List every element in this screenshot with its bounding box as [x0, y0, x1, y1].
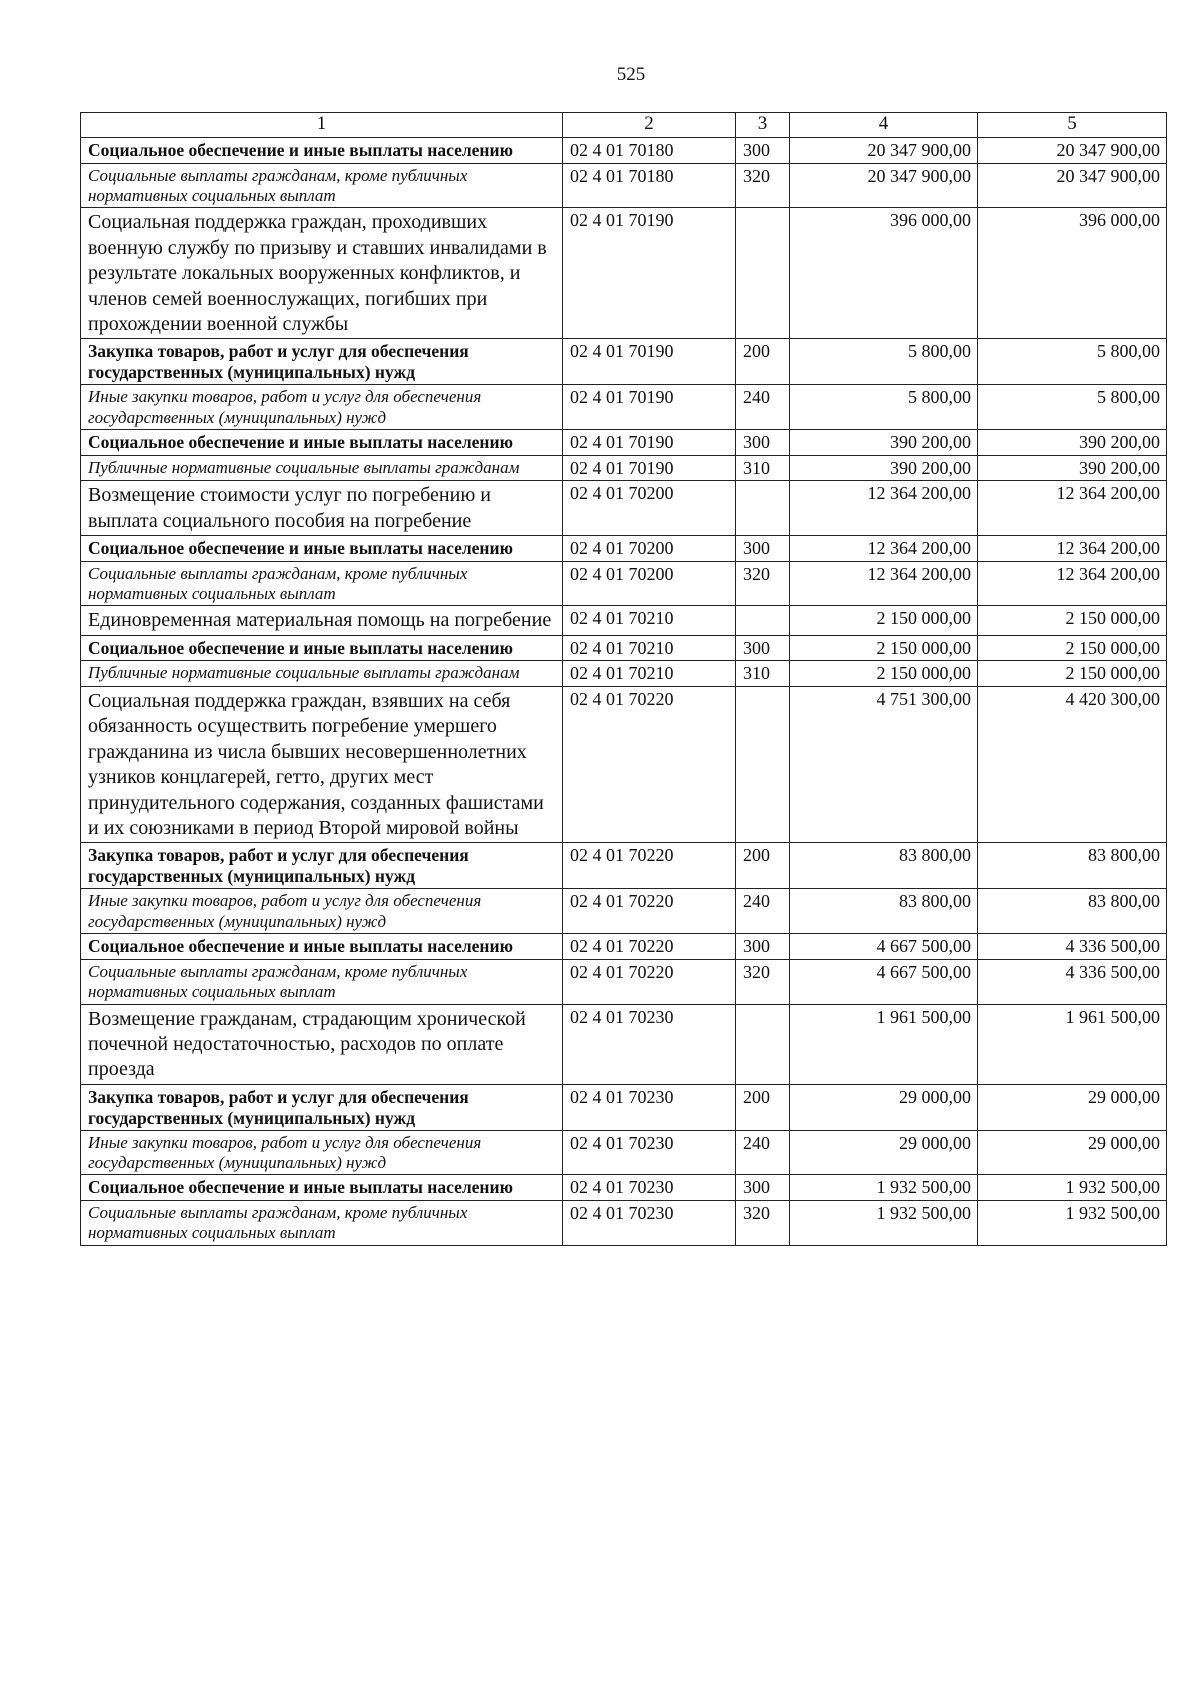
row-name-cell: Возмещение стоимости услуг по погребению и выплата социального пособия на погребение: [81, 481, 563, 536]
table-row: [81, 635, 1167, 661]
row-code-cell: 02 4 01 70220: [563, 889, 736, 934]
row-code-cell: 02 4 01 70230: [563, 1004, 736, 1084]
row-type-cell: [736, 481, 790, 536]
row-amount-2-cell: 83 800,00: [978, 889, 1167, 934]
row-amount-1-cell: 4 667 500,00: [790, 959, 978, 1004]
row-name-cell: Социальные выплаты гражданам, кроме публичных нормативных социальных выплат: [81, 163, 563, 208]
row-amount-2-cell: 390 200,00: [978, 430, 1167, 456]
table-row: [81, 163, 1167, 208]
row-name-cell: Публичные нормативные социальные выплаты гражданам: [81, 455, 563, 481]
row-type-cell: [736, 687, 790, 843]
row-code-cell: 02 4 01 70220: [563, 843, 736, 889]
row-amount-2-cell: 1 961 500,00: [978, 1004, 1167, 1084]
row-amount-2-cell: 396 000,00: [978, 208, 1167, 339]
row-name-cell: Социальное обеспечение и иные выплаты населению: [81, 635, 563, 661]
row-amount-1-cell: 5 800,00: [790, 339, 978, 385]
row-name-cell: Социальная поддержка граждан, проходивших военную службу по призыву и ставших инвалидами в результате локальных вооруженных конфликтов, и членов семей военнослужащих, погибших при прохождении военной службы: [81, 208, 563, 339]
row-type-cell: 300: [736, 138, 790, 164]
table-row: [81, 339, 1167, 385]
row-amount-1-cell: 12 364 200,00: [790, 481, 978, 536]
row-type-cell: 320: [736, 1201, 790, 1246]
row-code-cell: 02 4 01 70210: [563, 606, 736, 635]
row-code-cell: 02 4 01 70230: [563, 1175, 736, 1201]
row-amount-2-cell: 5 800,00: [978, 339, 1167, 385]
row-amount-2-cell: 12 364 200,00: [978, 536, 1167, 562]
row-name-cell: Иные закупки товаров, работ и услуг для обеспечения государственных (муниципальных) нужд: [81, 385, 563, 430]
row-amount-1-cell: 29 000,00: [790, 1130, 978, 1175]
row-code-cell: 02 4 01 70220: [563, 959, 736, 1004]
row-amount-2-cell: 2 150 000,00: [978, 606, 1167, 635]
row-code-cell: 02 4 01 70200: [563, 536, 736, 562]
row-type-cell: 300: [736, 934, 790, 960]
row-amount-1-cell: 83 800,00: [790, 843, 978, 889]
row-name-cell: Закупка товаров, работ и услуг для обеспечения государственных (муниципальных) нужд: [81, 843, 563, 889]
column-header: 3: [736, 113, 790, 138]
table-row: [81, 455, 1167, 481]
row-type-cell: 310: [736, 661, 790, 687]
row-amount-2-cell: 1 932 500,00: [978, 1175, 1167, 1201]
row-code-cell: 02 4 01 70200: [563, 561, 736, 606]
row-amount-2-cell: 5 800,00: [978, 385, 1167, 430]
row-amount-1-cell: 5 800,00: [790, 385, 978, 430]
table-row: [81, 208, 1167, 339]
row-name-cell: Социальное обеспечение и иные выплаты населению: [81, 1175, 563, 1201]
row-amount-1-cell: 396 000,00: [790, 208, 978, 339]
row-amount-2-cell: 12 364 200,00: [978, 481, 1167, 536]
table-row: [81, 385, 1167, 430]
row-name-cell: Социальная поддержка граждан, взявших на себя обязанность осуществить погребение умершего гражданина из числа бывших несовершеннолетних узников концлагерей, гетто, других мест принудительного содержания, созданных фашистами и их союзниками в период Второй мировой войны: [81, 687, 563, 843]
page-number: 525: [616, 64, 646, 85]
row-amount-2-cell: 390 200,00: [978, 455, 1167, 481]
row-amount-2-cell: 20 347 900,00: [978, 138, 1167, 164]
row-amount-2-cell: 4 336 500,00: [978, 959, 1167, 1004]
row-amount-1-cell: 1 961 500,00: [790, 1004, 978, 1084]
table-row: [81, 661, 1167, 687]
budget-table: [80, 112, 1167, 1246]
row-type-cell: 300: [736, 1175, 790, 1201]
row-amount-1-cell: 83 800,00: [790, 889, 978, 934]
row-code-cell: 02 4 01 70190: [563, 385, 736, 430]
row-type-cell: 200: [736, 1084, 790, 1130]
row-amount-1-cell: 4 667 500,00: [790, 934, 978, 960]
column-header: 5: [978, 113, 1167, 138]
row-name-cell: Публичные нормативные социальные выплаты гражданам: [81, 661, 563, 687]
row-amount-1-cell: 12 364 200,00: [790, 561, 978, 606]
table-row: [81, 1130, 1167, 1175]
table-row: [81, 843, 1167, 889]
row-amount-2-cell: 29 000,00: [978, 1130, 1167, 1175]
row-type-cell: 240: [736, 889, 790, 934]
row-amount-2-cell: 29 000,00: [978, 1084, 1167, 1130]
column-header: 4: [790, 113, 978, 138]
row-type-cell: 240: [736, 1130, 790, 1175]
row-amount-1-cell: 2 150 000,00: [790, 635, 978, 661]
row-amount-1-cell: 4 751 300,00: [790, 687, 978, 843]
row-amount-2-cell: 2 150 000,00: [978, 635, 1167, 661]
row-name-cell: Возмещение гражданам, страдающим хронической почечной недостаточностью, расходов по оплате проезда: [81, 1004, 563, 1084]
row-type-cell: [736, 1004, 790, 1084]
row-code-cell: 02 4 01 70190: [563, 208, 736, 339]
row-code-cell: 02 4 01 70180: [563, 138, 736, 164]
row-name-cell: Иные закупки товаров, работ и услуг для обеспечения государственных (муниципальных) нужд: [81, 1130, 563, 1175]
row-amount-1-cell: 390 200,00: [790, 455, 978, 481]
row-code-cell: 02 4 01 70180: [563, 163, 736, 208]
row-type-cell: 300: [736, 430, 790, 456]
row-code-cell: 02 4 01 70190: [563, 339, 736, 385]
row-name-cell: Социальные выплаты гражданам, кроме публичных нормативных социальных выплат: [81, 1201, 563, 1246]
row-type-cell: 300: [736, 635, 790, 661]
column-header: 1: [81, 113, 563, 138]
row-name-cell: Социальное обеспечение и иные выплаты населению: [81, 934, 563, 960]
row-name-cell: Социальное обеспечение и иные выплаты населению: [81, 536, 563, 562]
row-amount-1-cell: 1 932 500,00: [790, 1201, 978, 1246]
table-row: [81, 536, 1167, 562]
row-type-cell: 310: [736, 455, 790, 481]
table-row: [81, 889, 1167, 934]
row-type-cell: [736, 208, 790, 339]
row-type-cell: 320: [736, 959, 790, 1004]
row-amount-2-cell: 4 420 300,00: [978, 687, 1167, 843]
table-row: [81, 481, 1167, 536]
table-row: [81, 1004, 1167, 1084]
row-code-cell: 02 4 01 70230: [563, 1130, 736, 1175]
row-code-cell: 02 4 01 70210: [563, 661, 736, 687]
table-row: [81, 138, 1167, 164]
row-name-cell: Социальные выплаты гражданам, кроме публичных нормативных социальных выплат: [81, 561, 563, 606]
header-row: [81, 113, 1167, 138]
table-row: [81, 1084, 1167, 1130]
row-amount-1-cell: 12 364 200,00: [790, 536, 978, 562]
table-row: [81, 430, 1167, 456]
row-name-cell: Единовременная материальная помощь на погребение: [81, 606, 563, 635]
row-type-cell: 320: [736, 561, 790, 606]
row-name-cell: Социальное обеспечение и иные выплаты населению: [81, 138, 563, 164]
table-body: [81, 138, 1167, 1246]
row-code-cell: 02 4 01 70210: [563, 635, 736, 661]
row-type-cell: [736, 606, 790, 635]
row-amount-1-cell: 390 200,00: [790, 430, 978, 456]
table-row: [81, 1175, 1167, 1201]
row-code-cell: 02 4 01 70220: [563, 687, 736, 843]
row-type-cell: 200: [736, 843, 790, 889]
row-amount-2-cell: 12 364 200,00: [978, 561, 1167, 606]
row-type-cell: 320: [736, 163, 790, 208]
row-amount-2-cell: 1 932 500,00: [978, 1201, 1167, 1246]
row-amount-2-cell: 83 800,00: [978, 843, 1167, 889]
row-name-cell: Социальные выплаты гражданам, кроме публичных нормативных социальных выплат: [81, 959, 563, 1004]
row-type-cell: 240: [736, 385, 790, 430]
row-name-cell: Социальное обеспечение и иные выплаты населению: [81, 430, 563, 456]
row-amount-2-cell: 20 347 900,00: [978, 163, 1167, 208]
row-code-cell: 02 4 01 70230: [563, 1084, 736, 1130]
table-row: [81, 561, 1167, 606]
row-code-cell: 02 4 01 70230: [563, 1201, 736, 1246]
row-type-cell: 200: [736, 339, 790, 385]
table-row: [81, 606, 1167, 635]
table-row: [81, 959, 1167, 1004]
column-header: 2: [563, 113, 736, 138]
table-row: [81, 1201, 1167, 1246]
row-amount-2-cell: 2 150 000,00: [978, 661, 1167, 687]
row-code-cell: 02 4 01 70190: [563, 430, 736, 456]
row-amount-2-cell: 4 336 500,00: [978, 934, 1167, 960]
row-name-cell: Закупка товаров, работ и услуг для обеспечения государственных (муниципальных) нужд: [81, 1084, 563, 1130]
row-type-cell: 300: [736, 536, 790, 562]
row-code-cell: 02 4 01 70190: [563, 455, 736, 481]
table-row: [81, 687, 1167, 843]
row-amount-1-cell: 2 150 000,00: [790, 606, 978, 635]
row-amount-1-cell: 2 150 000,00: [790, 661, 978, 687]
row-amount-1-cell: 1 932 500,00: [790, 1175, 978, 1201]
row-name-cell: Закупка товаров, работ и услуг для обеспечения государственных (муниципальных) нужд: [81, 339, 563, 385]
table-row: [81, 934, 1167, 960]
row-amount-1-cell: 29 000,00: [790, 1084, 978, 1130]
row-code-cell: 02 4 01 70200: [563, 481, 736, 536]
row-amount-1-cell: 20 347 900,00: [790, 138, 978, 164]
row-code-cell: 02 4 01 70220: [563, 934, 736, 960]
row-amount-1-cell: 20 347 900,00: [790, 163, 978, 208]
row-name-cell: Иные закупки товаров, работ и услуг для обеспечения государственных (муниципальных) нужд: [81, 889, 563, 934]
